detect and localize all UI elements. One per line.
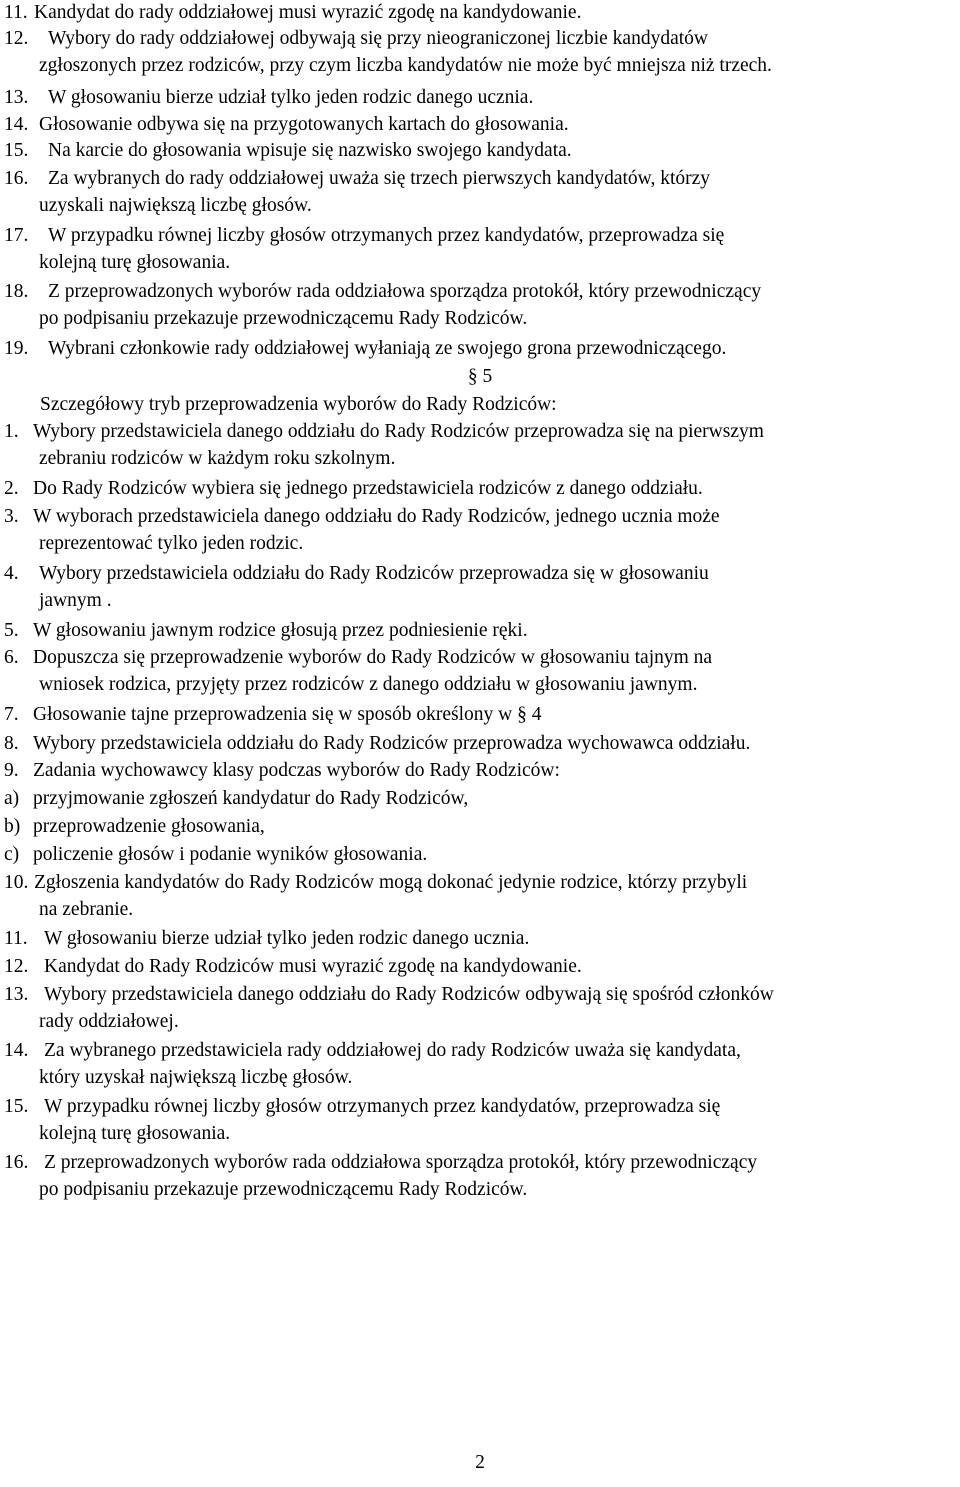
item-number: 1. [4,421,19,442]
item-text: przyjmowanie zgłoszeń kandydatur do Rady Rodziców, [33,788,469,809]
item-letter: c) [4,844,20,865]
item-number: 5. [4,620,19,641]
item-number: 11. [4,2,28,23]
item-text: Dopuszcza się przeprowadzenie wyborów do Rady Rodziców w głosowaniu tajnym na [33,647,713,668]
item-text: Za wybranego przedstawiciela rady oddziałowej do rady Rodziców uważa się kandydata, [44,1040,741,1061]
item-number: 12. [4,956,29,977]
item-text: reprezentować tylko jeden rodzic. [39,532,304,554]
item-number: 14. [4,114,29,135]
item-number: 13. [4,87,29,108]
section-title: Szczegółowy tryb przeprowadzenia wyborów do Rady Rodziców: [40,394,557,415]
item-number: 9. [4,760,19,781]
item-letter: b) [4,816,21,837]
item-number: 2. [4,478,19,499]
item-number: 16. [4,168,29,189]
item-text: W głosowaniu bierze udział tylko jeden rodzic danego ucznia. [44,928,530,949]
item-text: Głosowanie tajne przeprowadzenia się w sposób określony w § 4 [33,704,542,725]
item-text: W wyborach przedstawiciela danego oddziału do Rady Rodziców, jednego ucznia może [33,506,720,527]
item-text: na zebranie. [39,898,134,920]
item-text: policzenie głosów i podanie wyników głosowania. [33,844,428,865]
item-number: 4. [4,563,19,584]
item-text: Wybory przedstawiciela danego oddziału do Rady Rodziców odbywają się spośród członków [44,984,774,1005]
item-number: 11. [4,928,28,949]
item-text: przeprowadzenie głosowania, [33,816,265,837]
item-text: jawnym . [39,589,112,611]
item-text: Za wybranych do rady oddziałowej uważa się trzech pierwszych kandydatów, którzy [48,168,711,189]
item-text: Kandydat do rady oddziałowej musi wyrazić zgodę na kandydowanie. [34,2,582,23]
item-number: 16. [4,1152,29,1173]
item-text: rady oddziałowej. [39,1010,179,1032]
item-text: Zadania wychowawcy klasy podczas wyborów do Rady Rodziców: [33,760,560,781]
item-text: W głosowaniu bierze udział tylko jeden rodzic danego ucznia. [48,87,534,108]
item-text: uzyskali największą liczbę głosów. [39,194,312,216]
item-text: Głosowanie odbywa się na przygotowanych kartach do głosowania. [39,114,569,135]
section-heading: § 5 [467,366,493,387]
item-text: Z przeprowadzonych wyborów rada oddziałowa sporządza protokół, który przewodniczący [48,281,762,302]
item-text: W głosowaniu jawnym rodzice głosują przez podniesienie ręki. [33,620,528,641]
item-text: Z przeprowadzonych wyborów rada oddziałowa sporządza protokół, który przewodniczący [44,1152,758,1173]
item-text: W przypadku równej liczby głosów otrzymanych przez kandydatów, przeprowadza się [44,1096,721,1117]
item-text: który uzyskał największą liczbę głosów. [39,1066,353,1088]
item-letter: a) [4,788,20,809]
item-text: Na karcie do głosowania wpisuje się nazwisko swojego kandydata. [48,140,572,161]
item-number: 10. [4,872,29,893]
item-number: 12. [4,28,29,49]
item-number: 15. [4,1096,29,1117]
item-number: 17. [4,225,29,246]
item-text: zebraniu rodziców w każdym roku szkolnym. [39,447,396,469]
item-number: 14. [4,1040,29,1061]
item-text: Zgłoszenia kandydatów do Rady Rodziców mogą dokonać jedynie rodzice, którzy przybyli [34,872,748,893]
item-text: wniosek rodzica, przyjęty przez rodziców z danego oddziału w głosowaniu jawnym. [39,673,698,695]
item-number: 15. [4,140,29,161]
item-text: Wybory do rady oddziałowej odbywają się przy nieograniczonej liczbie kandydatów [48,28,708,49]
item-text: Wybory przedstawiciela oddziału do Rady Rodziców przeprowadza się w głosowaniu [39,563,709,584]
item-text: zgłoszonych przez rodziców, przy czym liczba kandydatów nie może być mniejsza niż trzech. [39,54,772,76]
item-number: 7. [4,704,19,725]
item-text: Wybory przedstawiciela oddziału do Rady Rodziców przeprowadza wychowawca oddziału. [33,733,751,754]
item-number: 18. [4,281,29,302]
item-text: kolejną turę głosowania. [39,251,231,273]
item-text: kolejną turę głosowania. [39,1122,231,1144]
item-number: 8. [4,733,19,754]
item-number: 19. [4,338,29,359]
item-text: Wybrani członkowie rady oddziałowej wyłaniają ze swojego grona przewodniczącego. [48,338,727,359]
item-text: Kandydat do Rady Rodziców musi wyrazić zgodę na kandydowanie. [44,956,582,977]
item-number: 6. [4,647,19,668]
item-number: 3. [4,506,19,527]
item-number: 13. [4,984,29,1005]
item-text: po podpisaniu przekazuje przewodniczącemu Rady Rodziców. [39,1178,528,1200]
item-text: Wybory przedstawiciela danego oddziału do Rady Rodziców przeprowadza się na pierwszym [33,421,764,442]
item-text: W przypadku równej liczby głosów otrzymanych przez kandydatów, przeprowadza się [48,225,725,246]
item-text: po podpisaniu przekazuje przewodniczącemu Rady Rodziców. [39,307,528,329]
item-text: Do Rady Rodziców wybiera się jednego przedstawiciela rodziców z danego oddziału. [33,478,703,499]
page-number: 2 [475,1452,485,1473]
